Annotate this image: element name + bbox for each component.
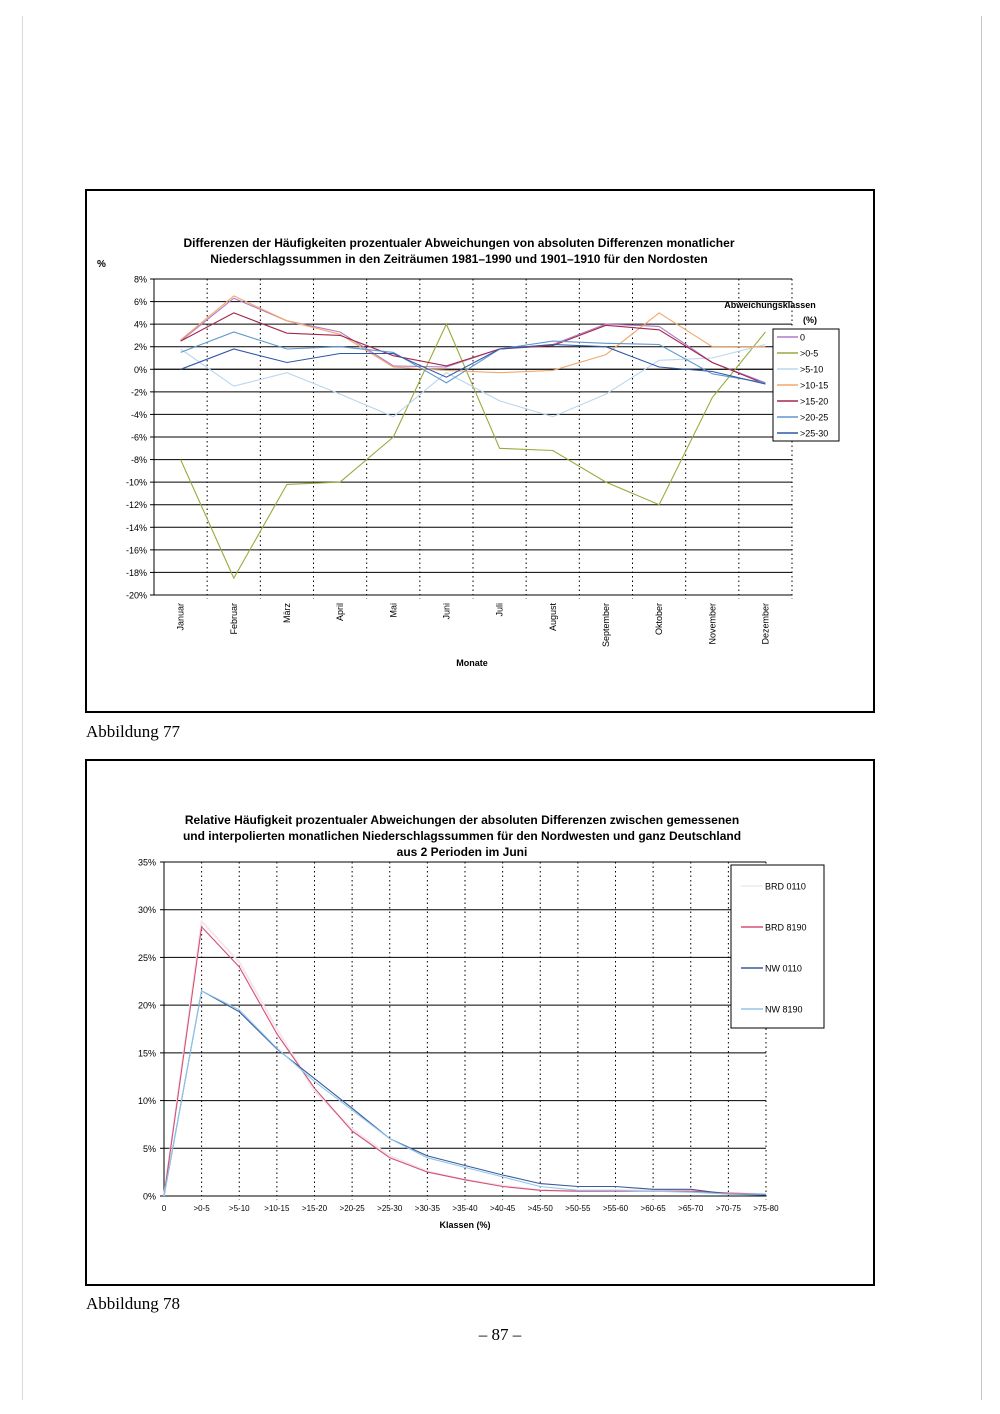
chart-2-x-tick-label: >35-40: [452, 1204, 478, 1213]
chart-2-y-tick-label: 15%: [137, 1048, 156, 1059]
chart-1-x-tick-label: Dezember: [760, 603, 771, 645]
chart-1-frame: [85, 189, 875, 713]
chart-1-x-tick-label: November: [707, 603, 718, 645]
chart-1-series-line-gt15-20: [181, 313, 766, 384]
chart-2-x-axis-label: Klassen (%): [439, 1220, 491, 1230]
chart-1-legend-label: >20-25: [800, 412, 829, 423]
chart-1-legend-label: >25-30: [800, 428, 829, 439]
chart-2-x-tick-label: >65-70: [678, 1204, 704, 1213]
chart-1-y-axis-label: %: [97, 259, 106, 270]
chart-1-title-line: Niederschlagssummen in den Zeiträumen 1981–1990 und 1901–1910 für den Nordosten: [210, 252, 708, 266]
chart-2-x-tick-label: >75-80: [753, 1204, 779, 1213]
chart-1-y-tick-label: 6%: [133, 297, 147, 308]
chart-1-x-tick-label: August: [547, 603, 558, 632]
chart-2-x-tick-label: >10-15: [264, 1204, 290, 1213]
chart-1-x-axis-label: Monate: [456, 658, 488, 668]
chart-1-legend-title: (%): [803, 315, 817, 325]
chart-2-title-line: und interpolierten monatlichen Niederschlagssummen für den Nordwesten und ganz Deutschland: [182, 829, 742, 843]
chart-1-y-tick-label: -20%: [125, 590, 147, 601]
chart-2-x-tick-label: >5-10: [228, 1204, 250, 1213]
chart-2-legend-label: NW 8190: [765, 1004, 803, 1015]
chart-1-y-tick-label: -18%: [125, 567, 147, 578]
chart-2-x-tick-label: >50-55: [565, 1204, 591, 1213]
chart-2-x-tick-label: >70-75: [715, 1204, 741, 1213]
chart-1-y-tick-label: 2%: [133, 342, 147, 353]
chart-1-x-tick-label: Februar: [228, 603, 239, 635]
chart-2-y-tick-label: 20%: [137, 1000, 156, 1011]
chart-1-x-tick-label: Januar: [175, 603, 186, 631]
chart-1-y-tick-label: 4%: [133, 319, 147, 330]
chart-1-title-line: Differenzen der Häufigkeiten prozentualer Abweichungen von absoluten Differenzen monatlicher: [183, 236, 735, 250]
chart-1-x-tick-label: Oktober: [654, 603, 665, 636]
chart-2-x-tick-label: >20-25: [339, 1204, 365, 1213]
chart-1-x-tick-label: April: [335, 603, 346, 622]
chart-2-x-tick-label: >30-35: [414, 1204, 440, 1213]
chart-2-title-line: aus 2 Perioden im Juni: [396, 845, 528, 859]
chart-2-y-tick-label: 30%: [137, 905, 156, 916]
chart-2-x-tick-label: >55-60: [602, 1204, 629, 1213]
chart-1-y-tick-label: -16%: [125, 545, 147, 556]
chart-2-title-line: Relative Häufigkeit prozentualer Abweichungen der absoluten Differenzen zwischen gemessenen: [184, 813, 740, 827]
chart-1-y-tick-label: -14%: [125, 522, 147, 533]
chart-2-x-tick-label: 0: [161, 1204, 167, 1213]
chart-2-y-tick-label: 10%: [137, 1096, 156, 1107]
chart-1-y-tick-label: -4%: [130, 409, 147, 420]
chart-1-y-tick-label: -8%: [130, 455, 147, 466]
chart-1-x-tick-label: Juni: [441, 603, 452, 620]
chart-2-y-tick-label: 35%: [137, 857, 156, 868]
chart-2-y-tick-label: 25%: [137, 952, 156, 963]
chart-1-x-tick-label: Mai: [388, 603, 399, 618]
chart-2-x-tick-label: >25-30: [377, 1204, 403, 1213]
chart-1-legend-label: >0-5: [800, 348, 819, 359]
chart-1-legend-label: >15-20: [800, 396, 829, 407]
chart-1-x-tick-label: Juli: [494, 603, 505, 617]
figure-caption-77: Abbildung 77: [86, 722, 180, 741]
chart-1-x-tick-label: September: [600, 603, 611, 648]
chart-2: [87, 761, 873, 1284]
chart-2-legend-label: BRD 0110: [765, 881, 806, 892]
chart-1-y-tick-label: -10%: [125, 477, 147, 488]
chart-1-y-tick-label: -2%: [130, 387, 147, 398]
chart-1-y-tick-label: 0%: [133, 364, 147, 375]
chart-2-x-tick-label: >40-45: [490, 1204, 516, 1213]
chart-1-legend-label: 0: [800, 332, 806, 343]
chart-1-legend-title: Abweichungsklassen: [724, 300, 816, 310]
page-number: – 87 –: [478, 1325, 522, 1344]
figure-caption-78: Abbildung 78: [86, 1294, 180, 1313]
chart-1-y-tick-label: -12%: [125, 500, 147, 511]
chart-2-y-tick-label: 0%: [142, 1191, 156, 1202]
chart-2-x-tick-label: >45-50: [527, 1204, 553, 1213]
chart-2-legend-label: BRD 8190: [765, 922, 807, 933]
chart-1-legend-label: >10-15: [800, 380, 829, 391]
chart-2-x-tick-label: >0-5: [193, 1204, 210, 1213]
chart-2-series-line-nw-0110: [164, 991, 766, 1196]
chart-2-x-tick-label: >60-65: [640, 1204, 666, 1213]
chart-1: [87, 191, 873, 711]
chart-1-legend-label: >5-10: [800, 364, 824, 375]
chart-1-y-tick-label: -6%: [130, 432, 147, 443]
chart-2-x-tick-label: >15-20: [301, 1204, 328, 1213]
chart-1-y-tick-label: 8%: [133, 274, 147, 285]
chart-2-frame: [85, 759, 875, 1286]
chart-1-x-tick-label: März: [281, 603, 292, 623]
chart-2-legend-label: NW 0110: [765, 963, 802, 974]
chart-2-y-tick-label: 5%: [142, 1143, 156, 1154]
